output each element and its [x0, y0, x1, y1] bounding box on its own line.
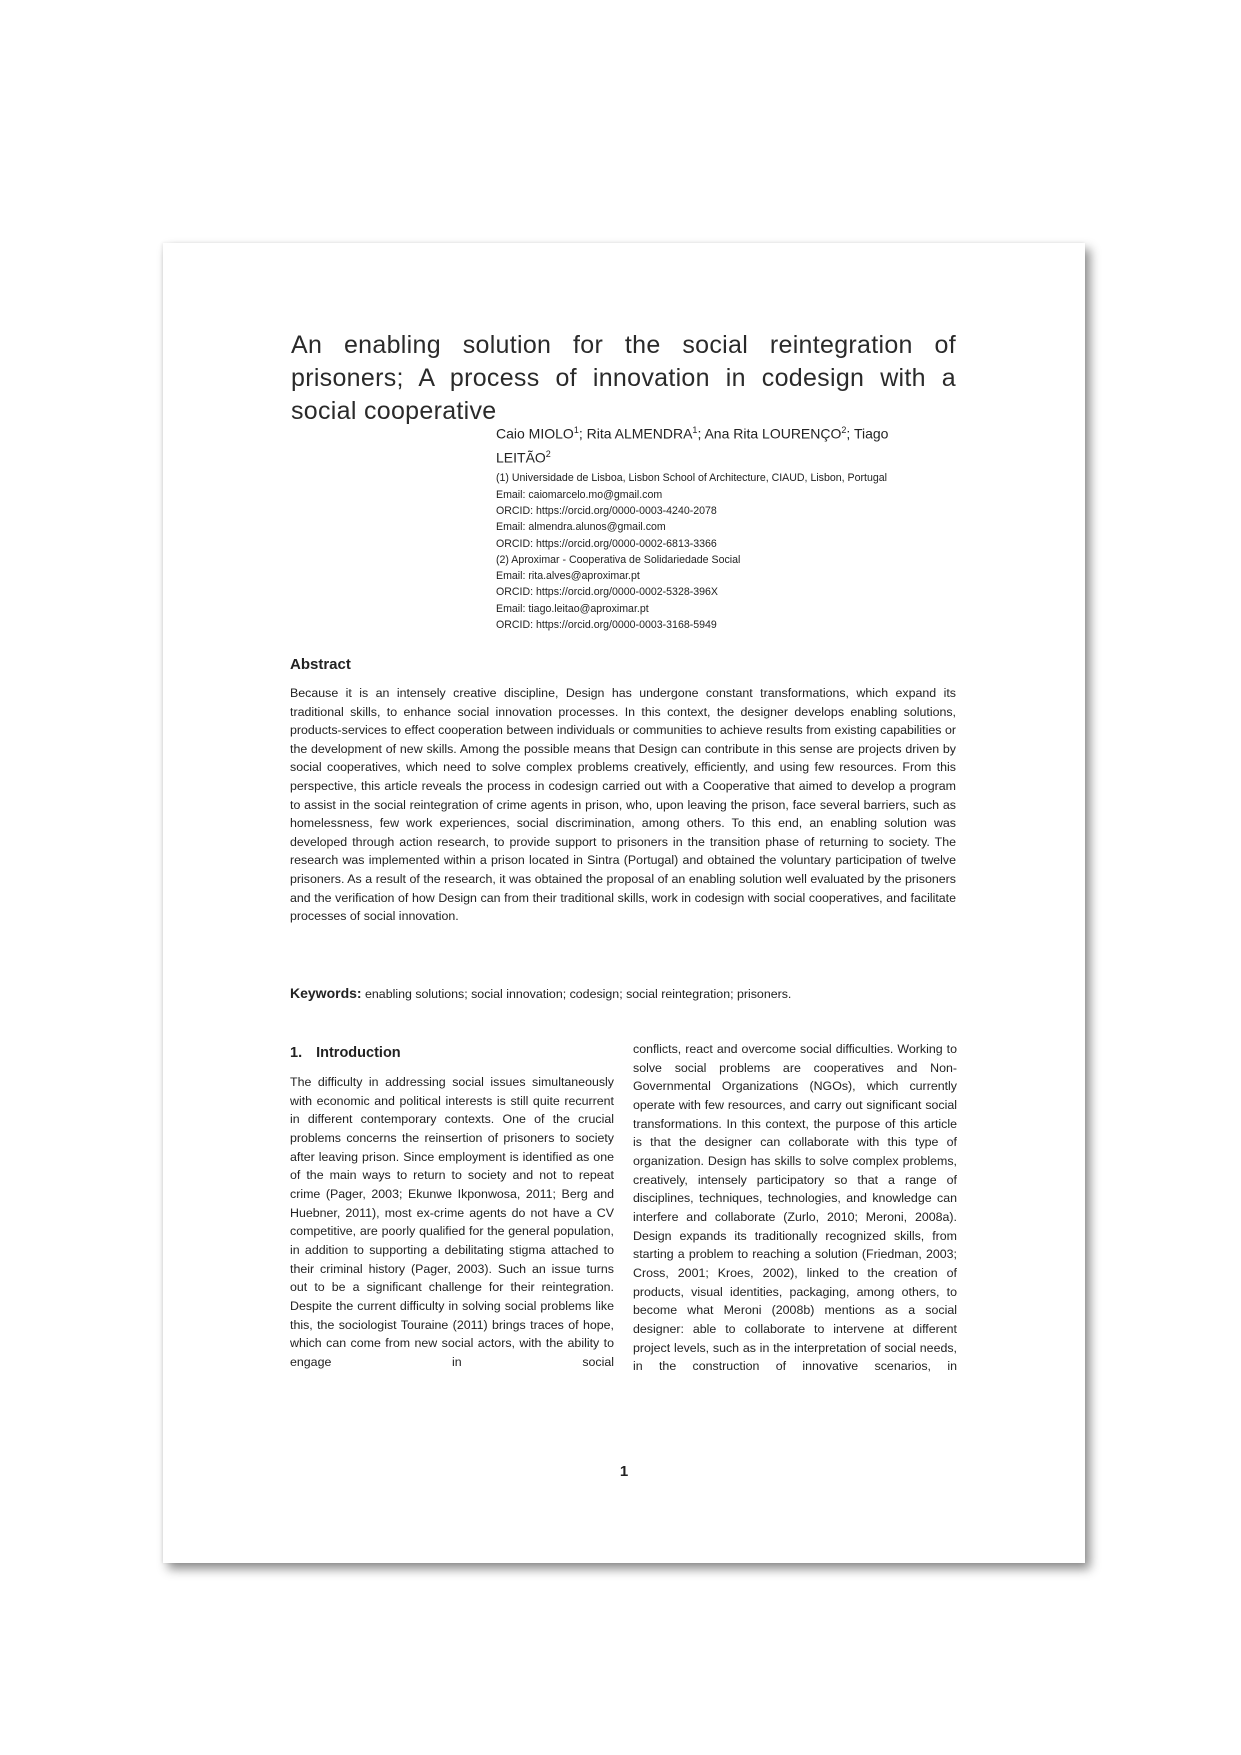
affiliation-line: (1) Universidade de Lisboa, Lisbon School of Architecture, CIAUD, Lisbon, Portugal	[496, 472, 888, 485]
keywords-line	[290, 984, 956, 1003]
author-affiliation-mark: 1	[573, 425, 579, 435]
author-name: LEITÃO	[496, 449, 546, 466]
abstract-text: Because it is an intensely creative discipline, Design has undergone constant transformations, which expand its traditional skills, to enhance social innovation processes. In this context, the designer develops enabling solutions, products-services to effect cooperation between individuals or communities to achieve results from existing capabilities or the development of new skills. Among the possible means that Design can contribute in this sense are projects driven by social cooperatives, which need to solve complex problems creatively, efficiently, and using few resources. From this perspective, this article reveals the process in codesign carried out with a Cooperative that aimed to develop a program to assist in the social reintegration of crime agents in prison, who, upon leaving the prison, face several barriers, such as homelessness, few work experiences, social discrimination, among others. To this end, an enabling solution was developed through action research, to provide support to prisoners in the transition phase of returning to society. The research was implemented within a prison located in Sintra (Portugal) and obtained the voluntary participation of twelve prisoners. As a result of the research, it was obtained the proposal of an enabling solution well evaluated by the prisoners and the verification of how Design can from their traditional skills, work in codesign with social cooperatives, and facilitate processes of social innovation.	[290, 686, 956, 924]
affiliation-line: Email: caiomarcelo.mo@gmail.com	[496, 488, 663, 501]
document-page	[163, 243, 1085, 1563]
right-column	[633, 1040, 957, 1376]
affiliation-list	[496, 470, 966, 633]
left-column	[290, 1042, 614, 1372]
author-name: Caio MIOLO	[496, 425, 574, 442]
paper-title: An enabling solution for the social reintegration of prisoners; A process of innovation in codesign with a social cooperative	[291, 331, 956, 425]
author-separator: ;	[697, 425, 705, 442]
author-block	[496, 420, 966, 633]
author-separator: ;	[846, 425, 854, 442]
author-name: Rita ALMENDRA	[586, 425, 693, 442]
affiliation-line: (2) Aproximar - Cooperativa de Solidariedade Social	[496, 553, 741, 566]
keywords-label: Keywords:	[290, 985, 362, 1001]
affiliation-line: Email: tiago.leitao@aproximar.pt	[496, 602, 649, 615]
abstract-heading: Abstract	[290, 656, 351, 673]
author-separator: ;	[578, 425, 587, 442]
author-affiliation-mark: 2	[841, 425, 847, 435]
author-list	[496, 420, 966, 467]
affiliation-line: Email: almendra.alunos@gmail.com	[496, 521, 666, 534]
author-name: Ana Rita LOURENÇO	[704, 425, 842, 442]
affiliation-line: ORCID: https://orcid.org/0000-0002-6813-3366	[496, 537, 717, 550]
body-paragraph: conflicts, react and overcome social difficulties. Working to solve social problems are cooperatives and Non-Governmental Organizations (NGOs), which currently operate with few resources, and carry out significant social transformations. In this context, the purpose of this article is that the designer can collaborate with this type of organization. Design has skills to solve complex problems, creatively, intensely participatory so that a range of disciplines, techniques, technologies, and knowledge can interfere and collaborate (Zurlo, 2010; Meroni, 2008a). Design expands its traditionally recognized skills, from starting a problem to reaching a solution (Friedman, 2003; Cross, 2001; Kroes, 2002), linked to the creation of products, visual identities, packaging, among others, to become what Meroni (2008b) mentions as a social designer: able to collaborate to intervene at different project levels, such as in the interpretation of social needs, in the construction of innovative scenarios, in	[633, 1042, 957, 1374]
section-title: Introduction	[316, 1045, 401, 1061]
affiliation-line: ORCID: https://orcid.org/0000-0003-4240-2078	[496, 504, 717, 517]
keywords-text: enabling solutions; social innovation; codesign; social reintegration; prisoners.	[361, 987, 792, 1001]
author-affiliation-mark: 2	[545, 448, 551, 459]
body-paragraph: Despite the current difficulty in solving social problems like this, the sociologist Touraine (2011) brings traces of hope, which can come from new social actors, with the ability to engage in social	[290, 1298, 614, 1369]
affiliation-line: Email: rita.alves@aproximar.pt	[496, 570, 640, 583]
affiliation-line: ORCID: https://orcid.org/0000-0003-3168-5949	[496, 618, 717, 631]
author-name: Tiago	[853, 425, 889, 442]
section-number: 1.	[290, 1045, 303, 1061]
affiliation-line: ORCID: https://orcid.org/0000-0002-5328-396X	[496, 586, 719, 599]
body-paragraph: The difficulty in addressing social issues simultaneously with economic and political interests is still quite recurrent in different contemporary contexts. One of the crucial problems concerns the reinsertion of prisoners to society after leaving prison. Since employment is identified as one of the main ways to return to society and not to repeat crime (Pager, 2003; Ekunwe Ikponwosa, 2011; Berg and Huebner, 2011), most ex-crime agents do not have a CV competitive, are poorly qualified for the general population, in addition to supporting a debilitating stigma attached to their criminal history (Pager, 2003). Such an issue turns out to be a significant challenge for their reintegration.	[290, 1075, 614, 1295]
author-affiliation-mark: 1	[692, 425, 698, 435]
page-number: 1	[619, 1463, 629, 1480]
section-heading	[290, 1042, 614, 1064]
